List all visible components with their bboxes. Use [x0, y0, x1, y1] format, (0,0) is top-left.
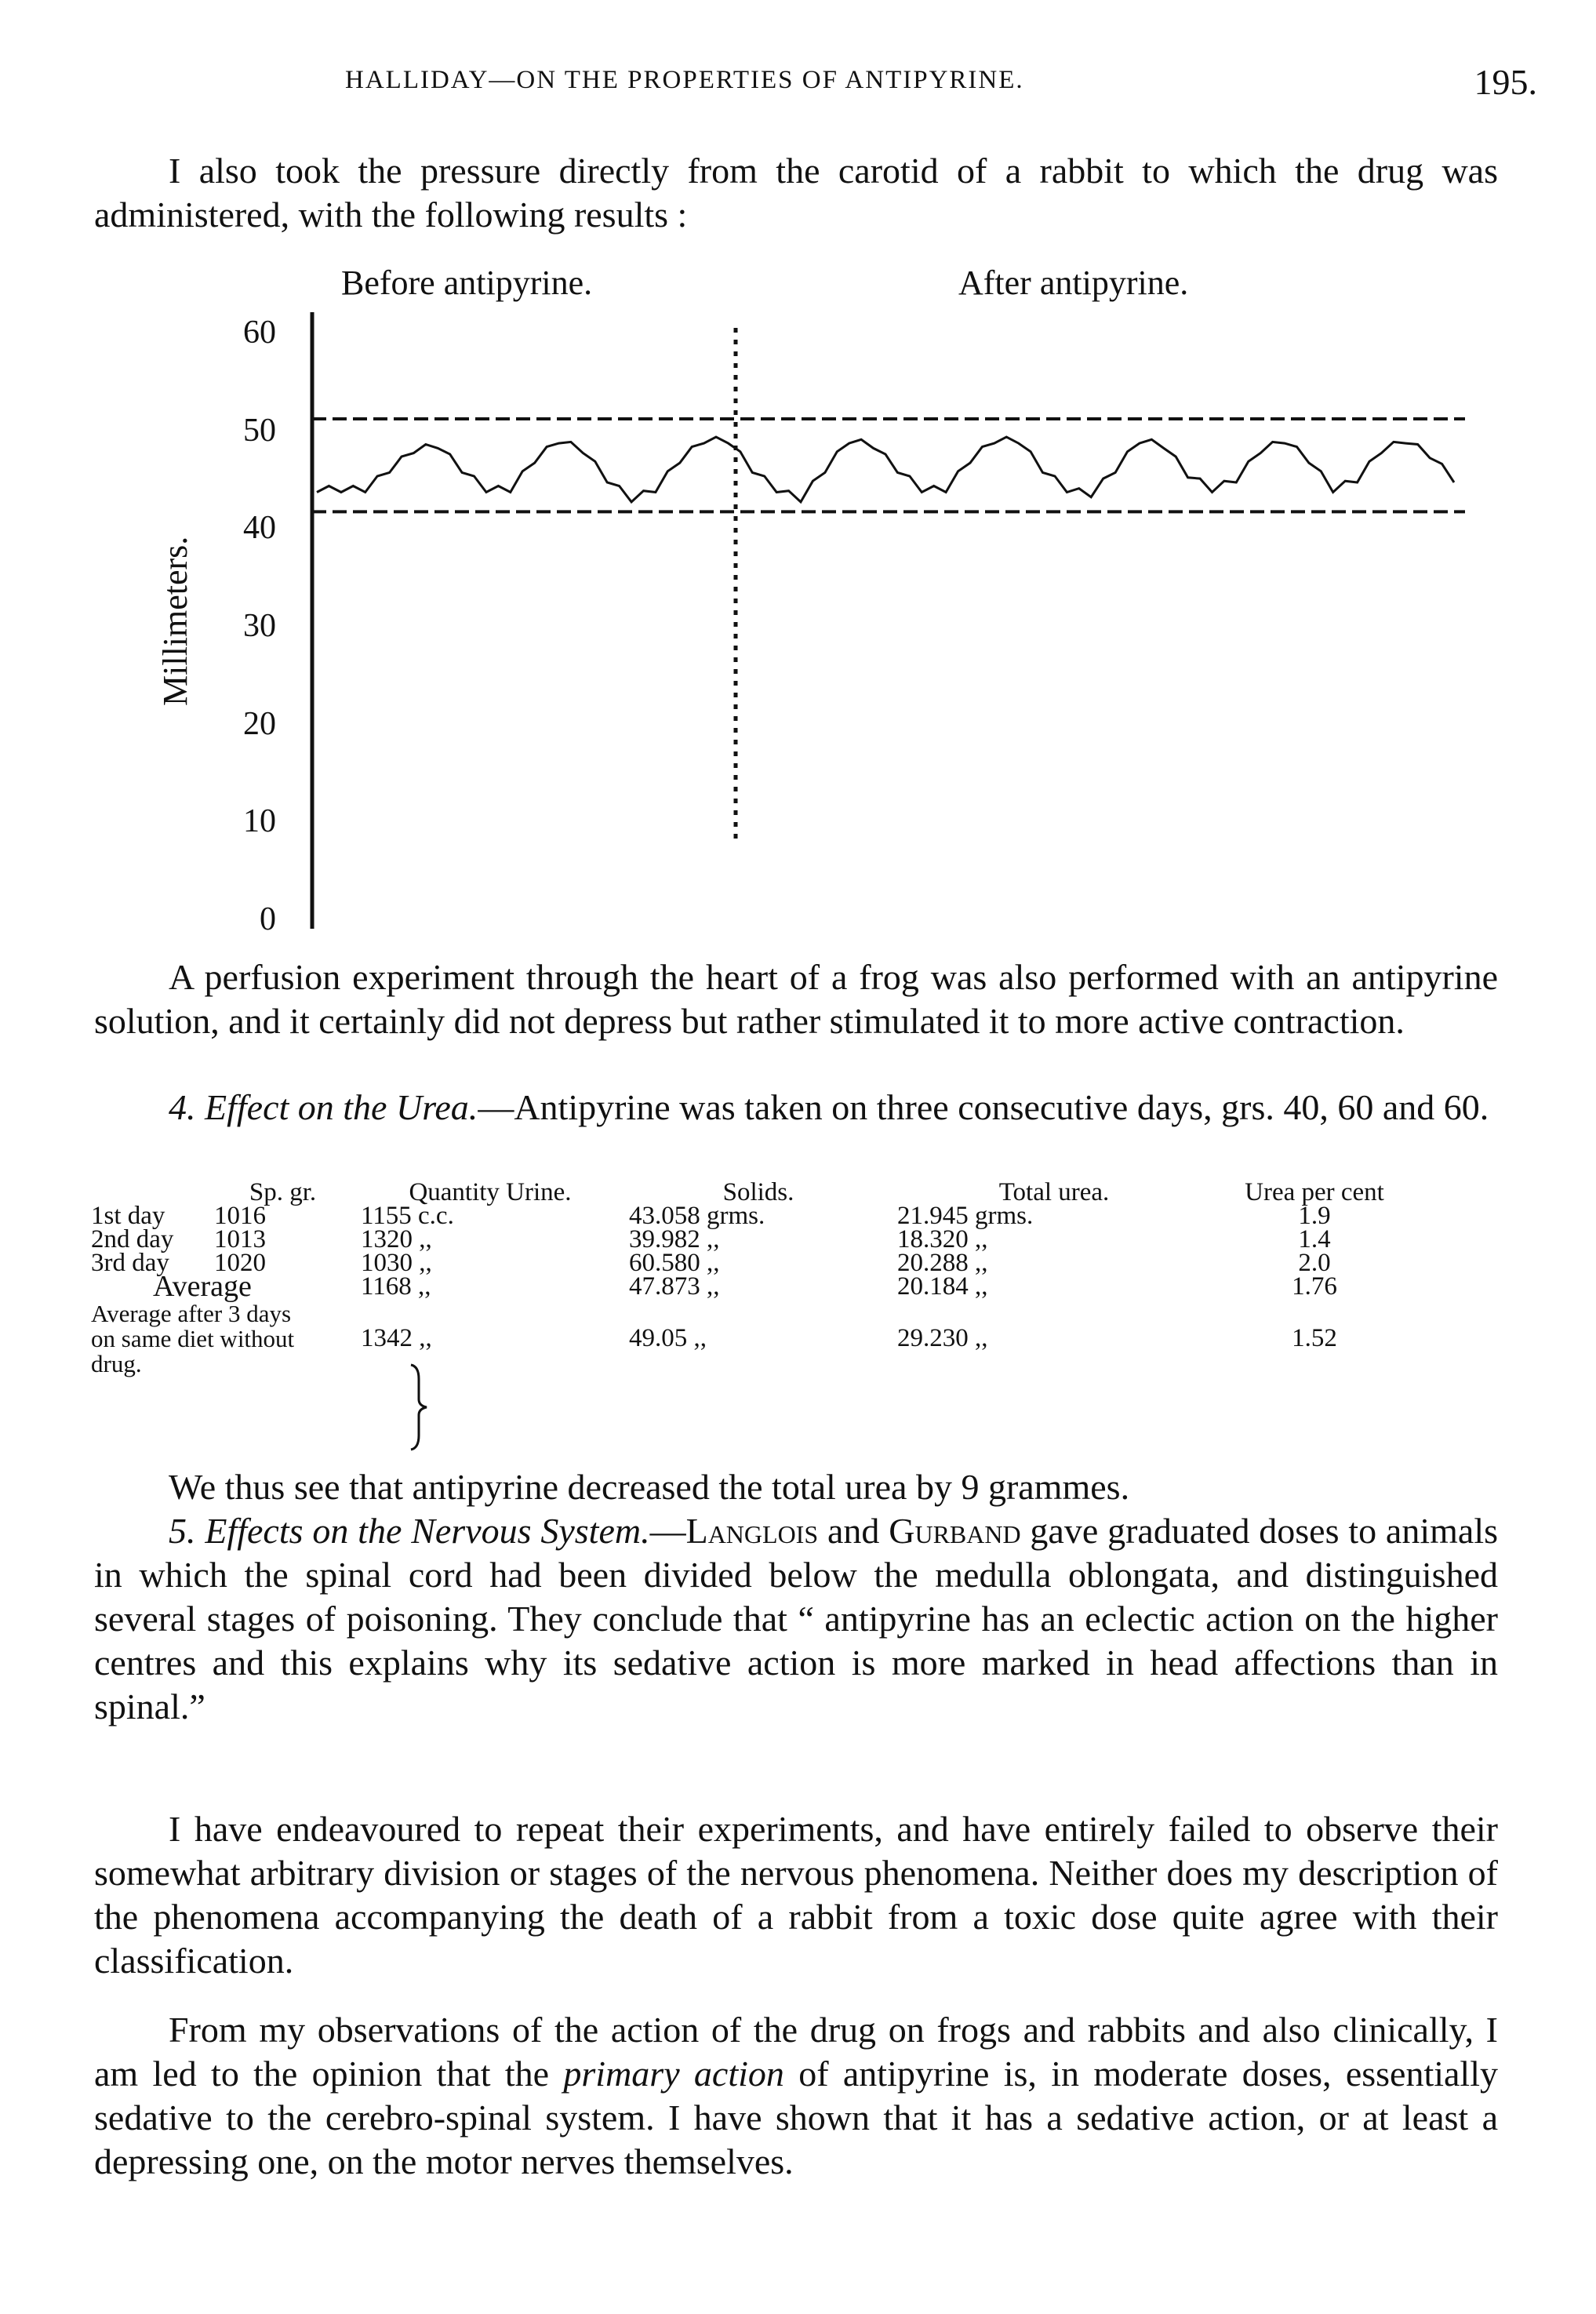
section-5-text: gave graduated doses to animals in which the spinal cord had been divided below the medulla oblongata, and distinguished several stages of poisoning. They conclude that “ antipyrine has an eclectic action on the higher centres and this explains why its sedative action is more marked in head affections than in spinal.”	[94, 1511, 1499, 1726]
table-cell: 39.982 ,,	[629, 1225, 720, 1253]
table-cell: 1.4	[1298, 1225, 1331, 1253]
table-cell: 3rd day	[91, 1249, 169, 1277]
section-4	[94, 1086, 1498, 1130]
section-5-heading: Effects on the Nervous System.	[205, 1511, 650, 1551]
table-cell: 20.288 ,,	[897, 1249, 988, 1277]
chart-label-after: After antipyrine.	[958, 264, 1189, 302]
table-cell: 1168 ,,	[361, 1272, 431, 1301]
table-cell: Average	[153, 1270, 252, 1303]
table-header	[86, 1181, 209, 1204]
blood-pressure-chart	[0, 0, 1596, 965]
after-label-line: drug.	[91, 1350, 142, 1377]
table-row	[86, 1204, 1413, 1228]
running-title: HALLIDAY—ON THE PROPERTIES OF ANTIPYRINE.	[345, 66, 1024, 94]
after-label-line: Average after 3 days	[91, 1300, 292, 1327]
table-header: Solids.	[722, 1178, 794, 1206]
table-cell: 18.320 ,,	[897, 1225, 988, 1253]
pressure-trace	[317, 437, 1454, 502]
author-name: Langlois	[685, 1511, 819, 1551]
table-cell: 1016	[214, 1202, 266, 1230]
table-header: Total urea.	[998, 1178, 1110, 1206]
table-cell: 1155 c.c.	[361, 1202, 454, 1230]
y-tick-label: 50	[243, 412, 276, 449]
section-4-text: —Antipyrine was taken on three consecutive days, grs. 40, 60 and 60.	[478, 1087, 1489, 1127]
section-5	[94, 1509, 1498, 1729]
urea-conclusion-text: We thus see that antipyrine decreased the total urea by 9 grammes.	[169, 1467, 1130, 1507]
table-cell: 29.230 ,,	[897, 1324, 988, 1352]
table-cell: 1.52	[1292, 1324, 1337, 1352]
perfusion-paragraph	[94, 955, 1498, 1043]
table-brace	[408, 1363, 431, 1451]
final-paragraph-text	[94, 2008, 1498, 2184]
y-axis-label: Millimeters.	[156, 536, 195, 706]
table-cell-label	[86, 1298, 356, 1377]
intro-text: I also took the pressure directly from the carotid of a rabbit to which the drug was administered, with the following results :	[94, 151, 1498, 235]
table-cell: 2nd day	[91, 1225, 174, 1253]
chart-plot	[0, 0, 1596, 965]
page-number: 195.	[1474, 62, 1537, 102]
urea-table	[86, 1178, 1413, 1377]
final-text-part: From my observations of the action of the drug on frogs and rabbits and also clinically, I am led to the opinion that the	[94, 2010, 1498, 2094]
final-paragraph	[94, 2008, 1498, 2184]
section-4-number: 4.	[169, 1087, 196, 1127]
y-tick-label: 0	[260, 901, 276, 937]
y-tick-label: 10	[243, 803, 276, 840]
table-cell: 43.058 grms.	[629, 1202, 765, 1230]
y-tick-label: 30	[243, 608, 276, 644]
table-header: Urea per cent	[1245, 1178, 1384, 1206]
emphasis-text: primary action	[563, 2054, 784, 2094]
experiments-text: I have endeavoured to repeat their experiments, and have entirely failed to observe their somewhat arbitrary division or stages of the nervous phenomena. Neither does my description of the phenomena accompanying the death of a rabbit from a toxic dose quite agree with their classification.	[94, 1809, 1498, 1981]
running-header	[345, 61, 1537, 108]
table-header-row	[86, 1181, 1413, 1204]
table-cell: 1.9	[1298, 1202, 1331, 1230]
table-header: Quantity Urine.	[409, 1178, 572, 1206]
table-cell: 21.945 grms.	[897, 1202, 1034, 1230]
y-tick-label: 40	[243, 510, 276, 547]
table-cell: 1320 ,,	[361, 1225, 432, 1253]
table-cell: 20.184 ,,	[897, 1272, 988, 1301]
section-5-and: and	[818, 1511, 889, 1551]
chart-label-before: Before antipyrine.	[341, 264, 593, 302]
table-cell: 60.580 ,,	[629, 1249, 720, 1277]
table-row-after	[86, 1298, 1413, 1377]
section-4-heading: Effect on the Urea.	[205, 1087, 478, 1127]
table-cell: 2.0	[1298, 1249, 1331, 1277]
perfusion-text: A perfusion experiment through the heart of a frog was also performed with an antipyrine solution, and it certainly did not depress but rather stimulated it to more active contraction.	[94, 957, 1498, 1041]
table-cell: 1st day	[91, 1202, 165, 1230]
section-5-paragraph	[94, 1509, 1498, 1729]
after-label-line: on same diet without	[91, 1325, 295, 1352]
y-tick-label: 60	[243, 315, 276, 351]
table-row	[86, 1228, 1413, 1251]
table-row	[86, 1275, 1413, 1298]
table-cell: 49.05 ,,	[629, 1324, 707, 1352]
table-cell: 1.76	[1292, 1272, 1337, 1301]
table-cell: 1013	[214, 1225, 266, 1253]
author-name: Gurband	[889, 1511, 1021, 1551]
urea-conclusion	[94, 1465, 1498, 1509]
intro-paragraph	[94, 149, 1498, 237]
table-header: Sp. gr.	[249, 1178, 317, 1206]
section-4-paragraph	[94, 1086, 1498, 1130]
table-cell: 47.873 ,,	[629, 1272, 720, 1301]
final-text-part: of antipyrine is, in moderate doses, essentially sedative to the cerebro-spinal system. I have shown that it has a sedative action, or at least a depressing one, on the motor nerves themselves.	[94, 2054, 1498, 2181]
table-cell: 1342 ,,	[361, 1324, 432, 1352]
y-tick-label: 20	[243, 705, 276, 742]
table-row	[86, 1251, 1413, 1275]
table-cell: 1020	[214, 1249, 266, 1277]
experiments-paragraph	[94, 1807, 1498, 1983]
section-5-number: 5.	[169, 1511, 196, 1551]
section-5-dash: —	[649, 1511, 686, 1551]
table-cell: 1030 ,,	[361, 1249, 432, 1277]
